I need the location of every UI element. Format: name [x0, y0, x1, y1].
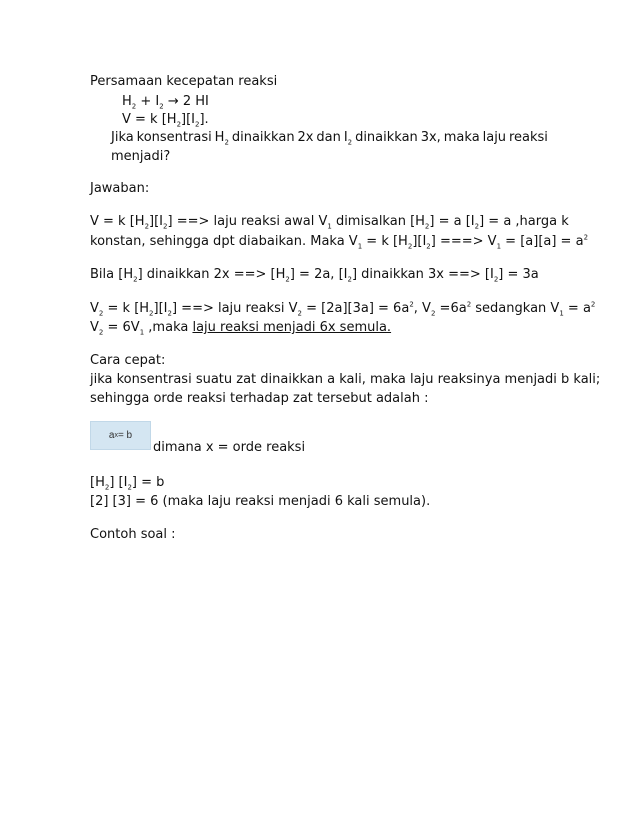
rate-law-equation: V = k $[H_2][I_2]$. — [122, 112, 209, 129]
answer-heading: Jawaban: — [90, 181, 150, 196]
quick-method-line-2: sehingga orde reaksi terhadap zat tersebut adalah : — [90, 391, 429, 406]
quick-method-line-1: jika konsentrasi suatu zat dinaikkan a kali, maka laju reaksinya menjadi b kali; — [90, 372, 601, 387]
conclusion-underlined: laju reaksi menjadi 6x semula. — [192, 320, 392, 335]
result-line-2: [2] [3] = 6 (maka laju reaksi menjadi 6 kali semula). — [90, 494, 431, 509]
question-line-1: Jika konsentrasi $H_2$ dinaikkan 2x dan $I_2$ dinaikkan 3x, maka laju reaksi — [111, 130, 548, 147]
answer-p2: Bila $[H_2]$ dinaikkan 2x ==> $[H_2] = 2a$, $[I_2]$ dinaikkan 3x ==> $[I_2] = 3a$ — [90, 267, 539, 284]
reaction-equation: $H_2 + I_2 \to 2$ HI — [122, 94, 209, 111]
question-line-2: menjadi? — [111, 149, 171, 164]
answer-p1-line-1: V = k $[H_2][I_2]$ ==> laju reaksi awal $V_1$ dimisalkan $[H_2] = a$ $[I_2] = a$ ,harga k — [90, 214, 569, 231]
doc-title: Persamaan kecepatan reaksi — [90, 74, 278, 89]
example-heading: Contoh soal : — [90, 527, 176, 542]
answer-p1-line-2: konstan, sehingga dpt diabaikan. Maka $V_1 = k$ $[H_2][I_2]$ ===> $V_1 = [a][a] = a^2$ — [90, 233, 589, 251]
answer-p3-line-1: $V_2 = k$ $[H_2][I_2]$ ==> laju reaksi $V_2 = [2a][3a] = 6a^2$, $V_2 =6a^2$ sedangkan $V_1 = a^2$ — [90, 300, 596, 318]
formula-image: a x = b — [90, 421, 151, 450]
quick-method-heading: Cara cepat: — [90, 353, 166, 368]
answer-p3-line-2: $V_2 = 6V_1$ ,maka laju reaksi menjadi 6x semula. — [90, 320, 392, 337]
formula-caption: dimana x = orde reaksi — [153, 440, 306, 455]
result-line-1: $[H_2] [I_2] = b$ — [90, 475, 165, 492]
